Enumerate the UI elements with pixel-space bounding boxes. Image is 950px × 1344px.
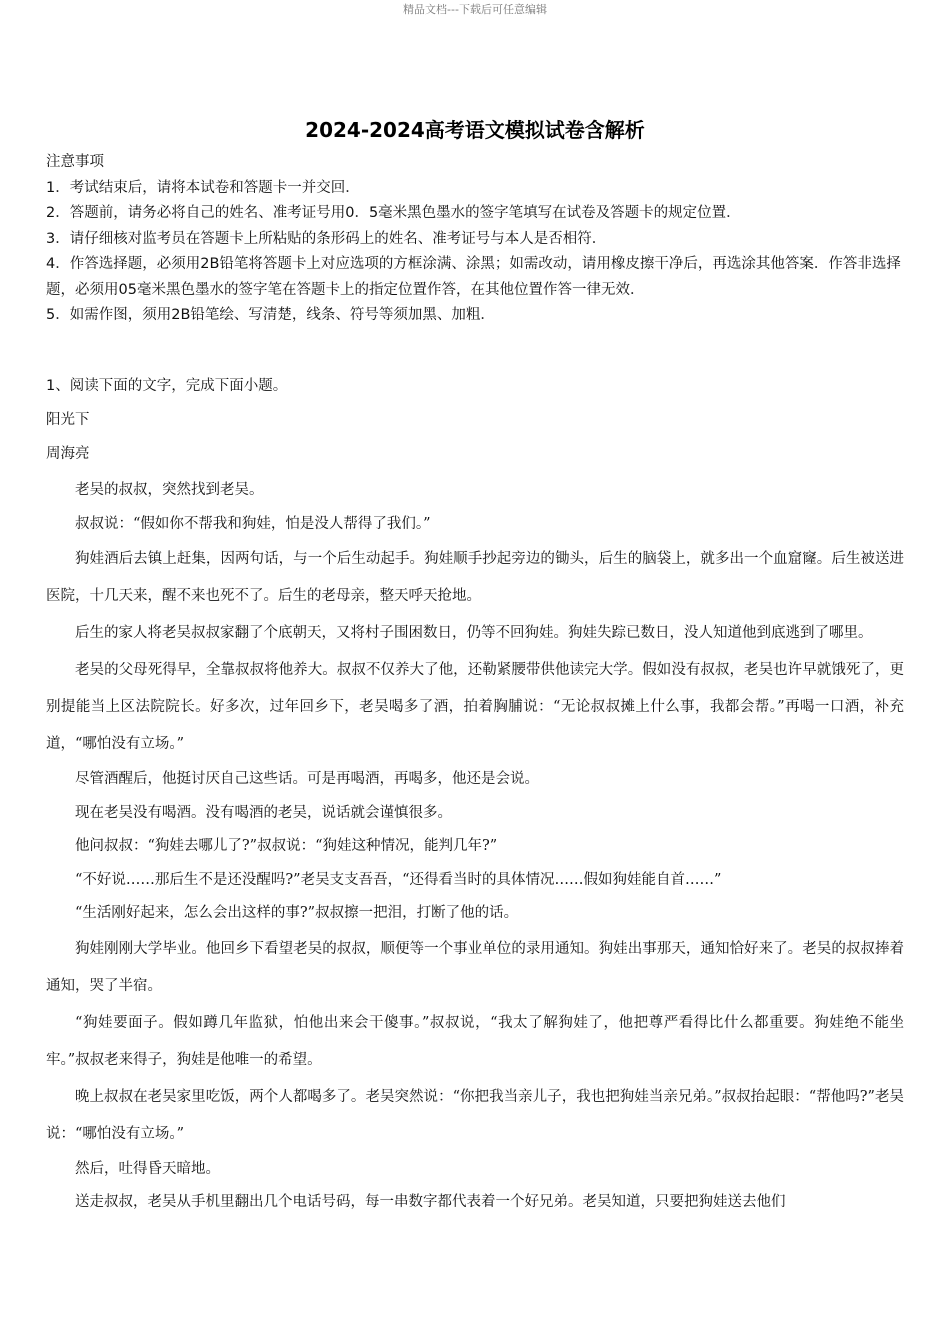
notice-heading: 注意事项 bbox=[46, 154, 104, 170]
page-title: 2024-2024高考语文模拟试卷含解析 bbox=[305, 118, 645, 142]
notice-item: 1．考试结束后，请将本试卷和答题卡一并交回． bbox=[46, 179, 360, 196]
paragraph: “狗娃要面子。假如蹲几年监狱，怕他出来会干傻事。”叔叔说，“我太了解狗娃了，他把尊严看得比什么都重要。狗娃绝不能坐牢。”叔叔老来得子，狗娃是他唯一的希望。 bbox=[46, 1014, 904, 1068]
notice-item: 3．请仔细核对监考员在答题卡上所粘贴的条形码上的姓名、准考证号与本人是否相符． bbox=[46, 230, 607, 247]
paragraph: 狗娃酒后去镇上赶集，因两句话，与一个后生动起手。狗娃顺手抄起旁边的锄头，后生的脑袋上，就多出一个血窟窿。后生被送进医院，十几天来，醒不来也死不了。后生的老母亲，整天呼天抢地。 bbox=[46, 551, 904, 604]
notice-item: 2．答题前，请务必将自己的姓名、准考证号用0．5毫米黑色墨水的签字笔填写在试卷及答题卡的规定位置． bbox=[46, 205, 741, 221]
paragraph: “生活刚好起来，怎么会出这样的事?”叔叔擦一把泪，打断了他的话。 bbox=[75, 905, 519, 921]
paragraph: 他问叔叔：“狗娃去哪儿了?”叔叔说：“狗娃这种情况，能判几年?” bbox=[75, 838, 498, 854]
question-prompt: 1、阅读下面的文字，完成下面小题。 bbox=[46, 378, 288, 394]
story-author: 周海亮 bbox=[46, 446, 90, 462]
header-note: 精品文档---下载后可任意编辑 bbox=[403, 3, 547, 16]
story-title: 阳光下 bbox=[46, 412, 90, 428]
notice-section bbox=[46, 150, 906, 329]
paragraph: 然后，吐得昏天暗地。 bbox=[75, 1160, 220, 1177]
paragraph: 后生的家人将老吴叔叔家翻了个底朝天，又将村子围困数日，仍等不回狗娃。狗娃失踪已数日，没人知道他到底逃到了哪里。 bbox=[75, 625, 873, 641]
notice-item: 5．如需作图，须用2B铅笔绘、写清楚，线条、符号等须加黑、加粗． bbox=[46, 307, 495, 323]
paragraph: 狗娃刚刚大学毕业。他回乡下看望老吴的叔叔，顺便等一个事业单位的录用通知。狗娃出事那天，通知恰好来了。老吴的叔叔捧着通知，哭了半宿。 bbox=[46, 940, 904, 994]
notice-item: 4．作答选择题，必须用2B铅笔将答题卡上对应选项的方框涂满、涂黑；如需改动，请用橡皮擦干净后，再选涂其他答案．作答非选择题，必须用05毫米黑色墨水的签字笔在答题卡上的指定位置作答，在其他位置作答一律无效． bbox=[46, 256, 901, 298]
paragraph: 现在老吴没有喝酒。没有喝酒的老吴，说话就会谨慎很多。 bbox=[75, 804, 452, 821]
paragraph: 晚上叔叔在老吴家里吃饭，两个人都喝多了。老吴突然说：“你把我当亲儿子，我也把狗娃当亲兄弟。”叔叔抬起眼：“帮他吗?”老吴说：“哪怕没有立场。” bbox=[46, 1088, 904, 1142]
paragraph: 叔叔说：“假如你不帮我和狗娃，怕是没人帮得了我们。” bbox=[75, 515, 431, 532]
paragraph: 老吴的父母死得早，全靠叔叔将他养大。叔叔不仅养大了他，还勒紧腰带供他读完大学。假如没有叔叔，老吴也许早就饿死了，更别提能当上区法院院长。好多次，过年回乡下，老吴喝多了酒，拍着胸脯说：“无论叔叔摊上什么事，我都会帮。”再喝一口酒，补充道，“哪怕没有立场。” bbox=[46, 662, 904, 752]
paragraph: 老吴的叔叔，突然找到老吴。 bbox=[75, 482, 264, 498]
reading-passage bbox=[46, 372, 904, 1220]
paragraph: 尽管酒醒后，他挺讨厌自己这些话。可是再喝酒，再喝多，他还是会说。 bbox=[75, 771, 539, 787]
paragraph: 送走叔叔，老吴从手机里翻出几个电话号码，每一串数字都代表着一个好兄弟。老吴知道，只要把狗娃送去他们 bbox=[75, 1194, 786, 1210]
paragraph: “不好说……那后生不是还没醒吗?”老吴支支吾吾，“还得看当时的具体情况……假如狗娃能自首……” bbox=[75, 871, 722, 888]
